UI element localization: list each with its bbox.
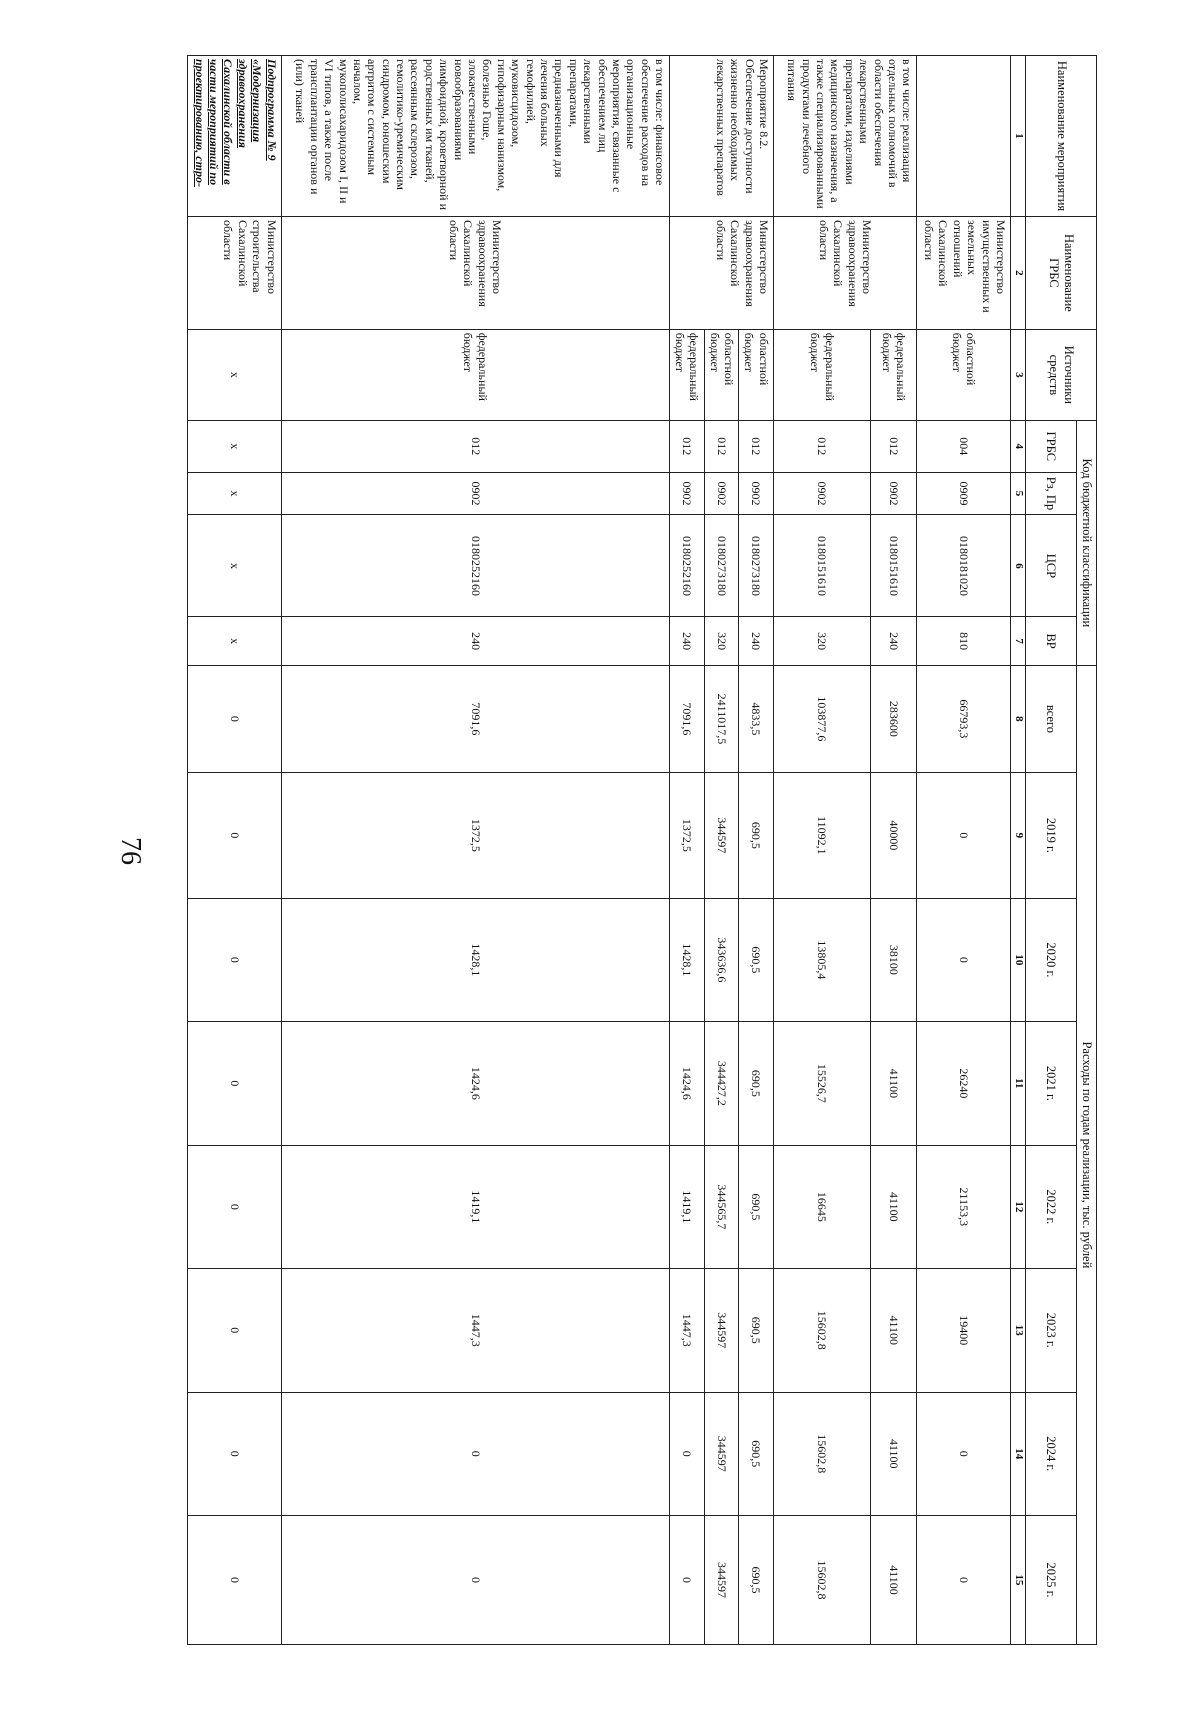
total-cell: 0 xyxy=(188,665,282,772)
csr-cell: 0180151610 xyxy=(871,515,917,617)
total-cell: 103877,6 xyxy=(773,665,870,772)
year-cell: 15602,8 xyxy=(773,1269,870,1392)
total-cell: 283600 xyxy=(871,665,917,772)
vr-cell: 810 xyxy=(917,617,1011,665)
year-cell: 1447,3 xyxy=(670,1269,705,1392)
year-cell: 1424,6 xyxy=(281,1022,669,1145)
col-number: 13 xyxy=(1010,1269,1025,1392)
source-cell: федеральный бюджет xyxy=(773,329,870,420)
total-cell: 2411017,5 xyxy=(704,665,739,772)
vr-cell: 240 xyxy=(871,617,917,665)
rzpr-cell: 0902 xyxy=(704,472,739,515)
csr-cell: 0180252160 xyxy=(670,515,705,617)
col-number: 4 xyxy=(1010,421,1025,473)
year-cell: 690,5 xyxy=(739,1515,774,1644)
col-number: 10 xyxy=(1010,898,1025,1021)
header-year-2025: 2025 г. xyxy=(1026,1515,1076,1644)
year-cell: 13805,4 xyxy=(773,898,870,1021)
ministry-cell: Министерство имущественных и земельных отношений Сахалинской области xyxy=(917,217,1011,330)
year-cell: 1424,6 xyxy=(670,1022,705,1145)
ministry-cell: Министерство строительства Сахалинской области xyxy=(188,217,282,330)
vr-cell: х xyxy=(188,617,282,665)
table-row xyxy=(917,56,1011,1645)
grbs-cell: 012 xyxy=(670,421,705,473)
year-cell: 0 xyxy=(917,1515,1011,1644)
header-grbs-name: Наименование ГРБС xyxy=(1026,217,1097,330)
year-cell: 1372,5 xyxy=(281,773,669,899)
ministry-cell: Министерство здравоохранения Сахалинской области xyxy=(281,217,669,330)
vr-cell: 240 xyxy=(670,617,705,665)
table-row xyxy=(739,56,774,1645)
event-cell: в том числе: финансовое обеспечение расходов на организационные мероприятия, связанные с обеспечением лиц лекарственными препаратами, предназначенными для лечения больных гемофилией, муковисцидозом, гипофизарным нанизмом, болезнью Гоше, злокачественными новообразованиями лимфоидной, кроветворной и родственных им тканей, рассеянным склерозом, гемолитико-уремическим синдромом, юношеским артритом с системным началом, мукополисахаридозом I, II и VI типов, а также после трансплантации органов и (или) тканей xyxy=(281,56,669,217)
vr-cell: 240 xyxy=(739,617,774,665)
year-cell: 0 xyxy=(917,898,1011,1021)
header-row-1 xyxy=(1076,56,1096,1645)
event-cell xyxy=(917,56,1011,217)
year-cell: 0 xyxy=(188,1515,282,1644)
header-grbs: ГРБС xyxy=(1026,421,1076,473)
source-cell: областной бюджет xyxy=(739,329,774,420)
year-cell: 41100 xyxy=(871,1022,917,1145)
source-cell: х xyxy=(188,329,282,420)
year-cell: 344597 xyxy=(704,1392,739,1515)
source-cell: областной бюджет xyxy=(917,329,1011,420)
year-cell: 690,5 xyxy=(739,1022,774,1145)
year-cell: 0 xyxy=(917,773,1011,899)
table-row xyxy=(871,56,917,1645)
year-cell: 26240 xyxy=(917,1022,1011,1145)
year-cell: 690,5 xyxy=(739,1269,774,1392)
ministry-cell: Министерство здравоохранения Сахалинской области xyxy=(670,217,774,330)
col-number: 5 xyxy=(1010,472,1025,515)
col-number: 3 xyxy=(1010,329,1025,420)
page-number: 76 xyxy=(115,837,146,865)
header-year-2019: 2019 г. xyxy=(1026,773,1076,899)
year-cell: 19400 xyxy=(917,1269,1011,1392)
col-number: 14 xyxy=(1010,1392,1025,1515)
rzpr-cell: 0902 xyxy=(739,472,774,515)
col-number: 7 xyxy=(1010,617,1025,665)
col-number: 6 xyxy=(1010,515,1025,617)
year-cell: 38100 xyxy=(871,898,917,1021)
year-cell: 0 xyxy=(188,898,282,1021)
col-number: 11 xyxy=(1010,1022,1025,1145)
year-cell: 0 xyxy=(670,1515,705,1644)
source-cell: федеральный бюджет xyxy=(281,329,669,420)
total-cell: 7091,6 xyxy=(281,665,669,772)
vr-cell: 240 xyxy=(281,617,669,665)
header-year-2023: 2023 г. xyxy=(1026,1269,1076,1392)
year-cell: 0 xyxy=(670,1392,705,1515)
year-cell: 690,5 xyxy=(739,1145,774,1268)
year-cell: 0 xyxy=(917,1392,1011,1515)
grbs-cell: 012 xyxy=(739,421,774,473)
grbs-cell: 004 xyxy=(917,421,1011,473)
grbs-cell: 012 xyxy=(704,421,739,473)
col-number: 8 xyxy=(1010,665,1025,772)
col-number: 9 xyxy=(1010,773,1025,899)
col-number: 12 xyxy=(1010,1145,1025,1268)
year-cell: 690,5 xyxy=(739,1392,774,1515)
header-code-group: Код бюджетной классификации xyxy=(1076,421,1096,666)
year-cell: 0 xyxy=(281,1392,669,1515)
vr-cell: 320 xyxy=(773,617,870,665)
rzpr-cell: 0909 xyxy=(917,472,1011,515)
grbs-cell: 012 xyxy=(773,421,870,473)
year-cell: 0 xyxy=(188,1145,282,1268)
year-cell: 1372,5 xyxy=(670,773,705,899)
csr-cell: 0180273180 xyxy=(739,515,774,617)
total-cell: 7091,6 xyxy=(670,665,705,772)
header-rzpr: Рз, Пр xyxy=(1026,472,1076,515)
year-cell: 41100 xyxy=(871,1145,917,1268)
year-cell: 15602,8 xyxy=(773,1392,870,1515)
subprogram-title: Подпрограмма № 9 «Модернизация здравоохранения Сахалинской области в части мероприятий по проектированию, стро- xyxy=(188,56,282,217)
col-number: 15 xyxy=(1010,1515,1025,1644)
year-cell: 690,5 xyxy=(739,773,774,899)
rzpr-cell: 0902 xyxy=(871,472,917,515)
total-cell: 4833,5 xyxy=(739,665,774,772)
year-cell: 15602,8 xyxy=(773,1515,870,1644)
col-number: 1 xyxy=(1010,56,1025,217)
year-cell: 690,5 xyxy=(739,898,774,1021)
grbs-cell: 012 xyxy=(281,421,669,473)
header-sources: Источники средств xyxy=(1026,329,1097,420)
header-year-2024: 2024 г. xyxy=(1026,1392,1076,1515)
year-cell: 1428,1 xyxy=(670,898,705,1021)
total-cell: 66793,3 xyxy=(917,665,1011,772)
csr-cell: 0180252160 xyxy=(281,515,669,617)
header-event-name: Наименование мероприятия xyxy=(1026,56,1097,217)
column-number-row xyxy=(1010,56,1025,1645)
year-cell: 40000 xyxy=(871,773,917,899)
year-cell: 344565,7 xyxy=(704,1145,739,1268)
col-number: 2 xyxy=(1010,217,1025,330)
source-cell: федеральный бюджет xyxy=(670,329,705,420)
year-cell: 1447,3 xyxy=(281,1269,669,1392)
year-cell: 344597 xyxy=(704,1269,739,1392)
year-cell: 344427,2 xyxy=(704,1022,739,1145)
csr-cell: 0180181020 xyxy=(917,515,1011,617)
year-cell: 344597 xyxy=(704,1515,739,1644)
header-year-2021: 2021 г. xyxy=(1026,1022,1076,1145)
grbs-cell: х xyxy=(188,421,282,473)
source-cell: федеральный бюджет xyxy=(871,329,917,420)
ministry-cell: Министерство здравоохранения Сахалинской области xyxy=(773,217,916,330)
header-total: всего xyxy=(1026,665,1076,772)
table-row xyxy=(281,56,669,1645)
rzpr-cell: 0902 xyxy=(281,472,669,515)
header-csr: ЦСР xyxy=(1026,515,1076,617)
year-cell: 343636,6 xyxy=(704,898,739,1021)
rzpr-cell: 0902 xyxy=(773,472,870,515)
year-cell: 0 xyxy=(188,1392,282,1515)
header-expenses-group: Расходы по годам реализации, тыс. рублей xyxy=(1076,665,1096,1644)
header-year-2020: 2020 г. xyxy=(1026,898,1076,1021)
csr-cell: 0180273180 xyxy=(704,515,739,617)
year-cell: 344597 xyxy=(704,773,739,899)
year-cell: 15526,7 xyxy=(773,1022,870,1145)
budget-table xyxy=(187,55,1097,1645)
year-cell: 16645 xyxy=(773,1145,870,1268)
grbs-cell: 012 xyxy=(871,421,917,473)
year-cell: 1428,1 xyxy=(281,898,669,1021)
year-cell: 1419,1 xyxy=(281,1145,669,1268)
csr-cell: х xyxy=(188,515,282,617)
year-cell: 21153,3 xyxy=(917,1145,1011,1268)
year-cell: 41100 xyxy=(871,1392,917,1515)
event-cell: в том числе: реализация отдельных полномочий в области обеспечения лекарственными препаратами, изделиями медицинского назначения, а также специализированными продуктами лечебного питания xyxy=(773,56,916,217)
year-cell: 11092,1 xyxy=(773,773,870,899)
header-vr: ВР xyxy=(1026,617,1076,665)
rotated-table-container xyxy=(187,55,1097,1645)
vr-cell: 320 xyxy=(704,617,739,665)
header-year-2022: 2022 г. xyxy=(1026,1145,1076,1268)
rzpr-cell: 0902 xyxy=(670,472,705,515)
year-cell: 0 xyxy=(188,773,282,899)
year-cell: 41100 xyxy=(871,1515,917,1644)
year-cell: 0 xyxy=(188,1269,282,1392)
year-cell: 1419,1 xyxy=(670,1145,705,1268)
year-cell: 41100 xyxy=(871,1269,917,1392)
rzpr-cell: х xyxy=(188,472,282,515)
source-cell: областной бюджет xyxy=(704,329,739,420)
event-cell: Мероприятие 8.2. Обеспечение доступности жизненно необходимых лекарственных препаратов xyxy=(670,56,774,217)
year-cell: 0 xyxy=(188,1022,282,1145)
csr-cell: 0180151610 xyxy=(773,515,870,617)
year-cell: 0 xyxy=(281,1515,669,1644)
table-row xyxy=(188,56,282,1645)
